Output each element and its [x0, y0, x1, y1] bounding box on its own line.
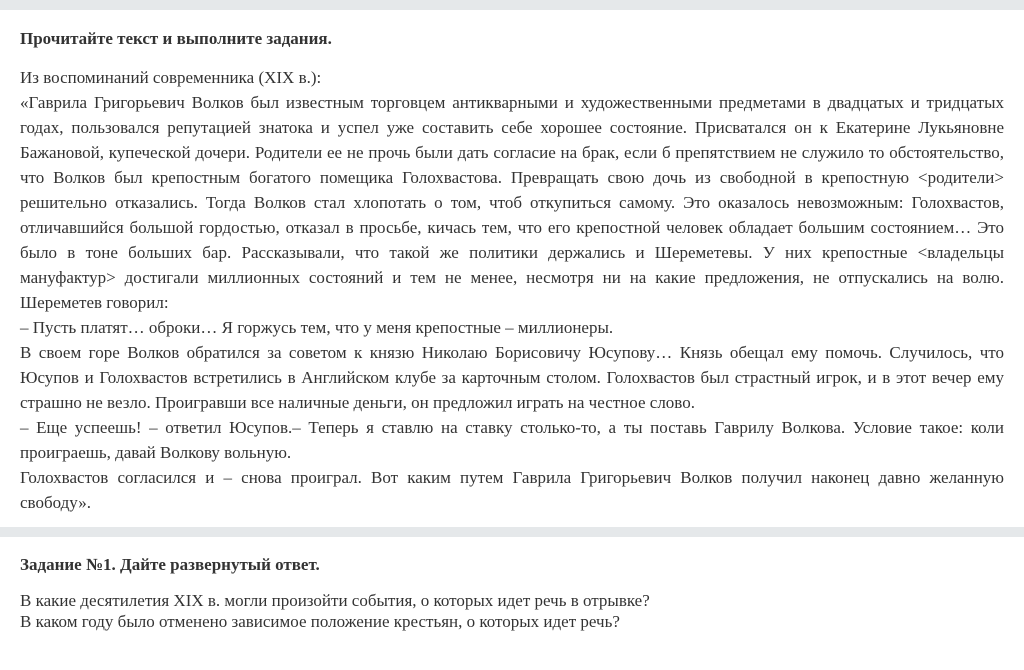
- passage-paragraph: – Еще успеешь! – ответил Юсупов.– Теперь я ставлю на ставку столько-то, а ты поставь Гаврилу Волкова. Условие такое: коли проиграешь, давай Волкову вольную.: [20, 418, 1004, 462]
- task-heading: Задание №1. Дайте развернутый ответ.: [20, 555, 320, 574]
- passage-source: Из воспоминаний современника (XIX в.):: [20, 68, 322, 87]
- passage-paragraph: – Пусть платят… оброки… Я горжусь тем, что у меня крепостные – миллионеры.: [20, 318, 614, 337]
- passage-paragraph: «Гаврила Григорьевич Волков был известным торговцем антикварными и художественными предметами в двадцатых и тридцатых годах, пользовался репутацией знатока и успел уже составить себе хорошее состояние. Присватался он к Екатерине Лукьяновне Бажановой, купеческой дочери. Родители ее не прочь были дать согласие на брак, если б препятствием не служило то обстоятельство, что Волков был крепостным богатого помещика Голохвастова. Превращать свою дочь из свободной в крепостную <родители> решительно отказались. Тогда Волков стал хлопотать о том, чтоб откупиться самому. Это оказалось невозможным: Голохвастов, отличавшийся большой гордостью, отказал в просьбе, кичась тем, что его крепостной человек обладает большим состоянием… Это было в тоне больших бар. Рассказывали, что такой же политики держались и Шереметевы. У них крепостные <владельцы мануфактур> достигали миллионных состояний и тем не менее, несмотря ни на какие предложения, не отпускались на волю. Шереметев говорил:: [20, 93, 1004, 312]
- top-divider: [0, 0, 1024, 10]
- task-question: В каком году было отменено зависимое положение крестьян, о которых идет речь?: [20, 612, 620, 631]
- passage-heading: Прочитайте текст и выполните задания.: [20, 29, 332, 48]
- passage-card: [0, 10, 1024, 527]
- task-question: В какие десятилетия XIX в. могли произойти события, о которых идет речь в отрывке?: [20, 591, 650, 610]
- passage-paragraph: Голохвастов согласился и – снова проиграл. Вот каким путем Гаврила Григорьевич Волков получил наконец давно желанную свободу».: [20, 468, 1004, 512]
- section-divider: [0, 527, 1024, 537]
- task-card: [0, 537, 1024, 632]
- passage-paragraph: В своем горе Волков обратился за советом к князю Николаю Борисовичу Юсупову… Князь обещал ему помочь. Случилось, что Юсупов и Голохвастов встретились в Английском клубе за карточным столом. Голохвастов был страстный игрок, и в этот вечер ему страшно не везло. Проигравши все наличные деньги, он предложил играть на честное слово.: [20, 343, 1004, 412]
